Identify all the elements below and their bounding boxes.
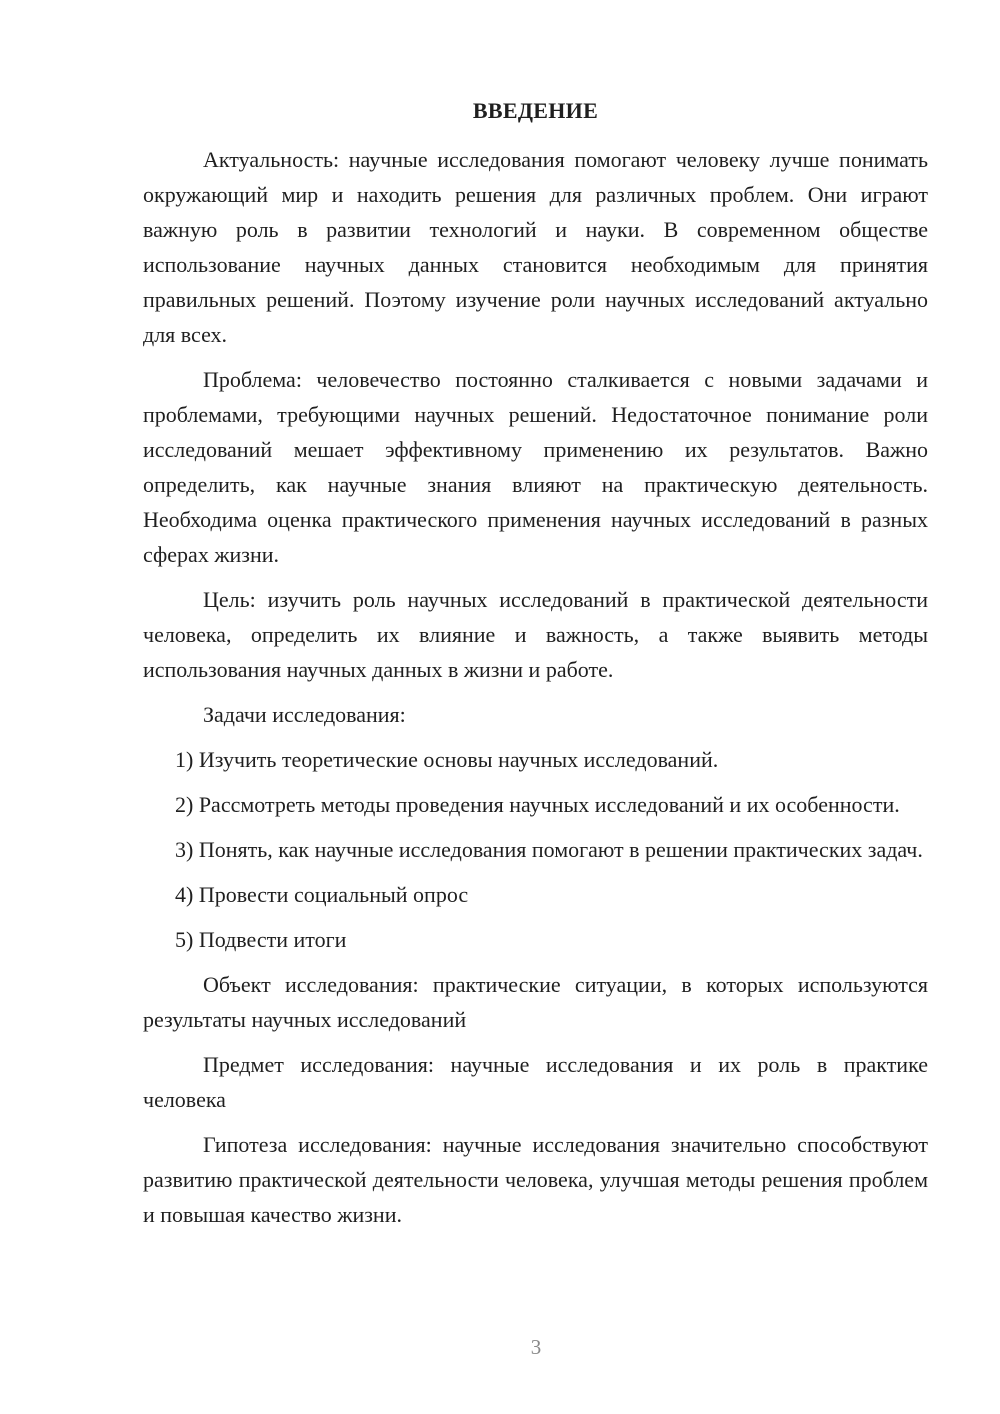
paragraph-problem: Проблема: человечество постоянно сталкивается с новыми задачами и проблемами, требующими научных решений. Недостаточное понимание роли исследований мешает эффективному применению их результатов. Важно определить, как научные знания влияют на практическую деятельность. Необходима оценка практического применения научных исследований в разных сферах жизни. [143,367,928,567]
page-number: 3 [530,1335,542,1359]
task-item-1: 1) Изучить теоретические основы научных исследований. [175,747,719,772]
task-item-5: 5) Подвести итоги [175,927,347,952]
paragraph-tasks-heading: Задачи исследования: [203,702,406,727]
paragraph-object: Объект исследования: практические ситуации, в которых используются результаты научных исследований [143,972,928,1032]
paragraph-relevance: Актуальность: научные исследования помогают человеку лучше понимать окружающий мир и находить решения для различных проблем. Они играют важную роль в развитии технологий и науки. В современном обществе использование научных данных становится необходимым для принятия правильных решений. Поэтому изучение роли научных исследований актуально для всех. [143,147,928,347]
task-item-2: 2) Рассмотреть методы проведения научных исследований и их особенности. [175,792,900,817]
task-item-3: 3) Понять, как научные исследования помогают в решении практических задач. [175,837,923,862]
page-title: ВВЕДЕНИЕ [472,98,599,123]
document-body [143,142,928,1242]
paragraph-goal: Цель: изучить роль научных исследований в практической деятельности человека, определить их влияние и важность, а также выявить методы использования научных данных в жизни и работе. [143,587,928,682]
task-item-4: 4) Провести социальный опрос [175,882,469,907]
paragraph-subject: Предмет исследования: научные исследования и их роль в практике человека [143,1052,928,1112]
paragraph-hypothesis: Гипотеза исследования: научные исследования значительно способствуют развитию практической деятельности человека, улучшая методы решения проблем и повышая качество жизни. [143,1132,928,1227]
